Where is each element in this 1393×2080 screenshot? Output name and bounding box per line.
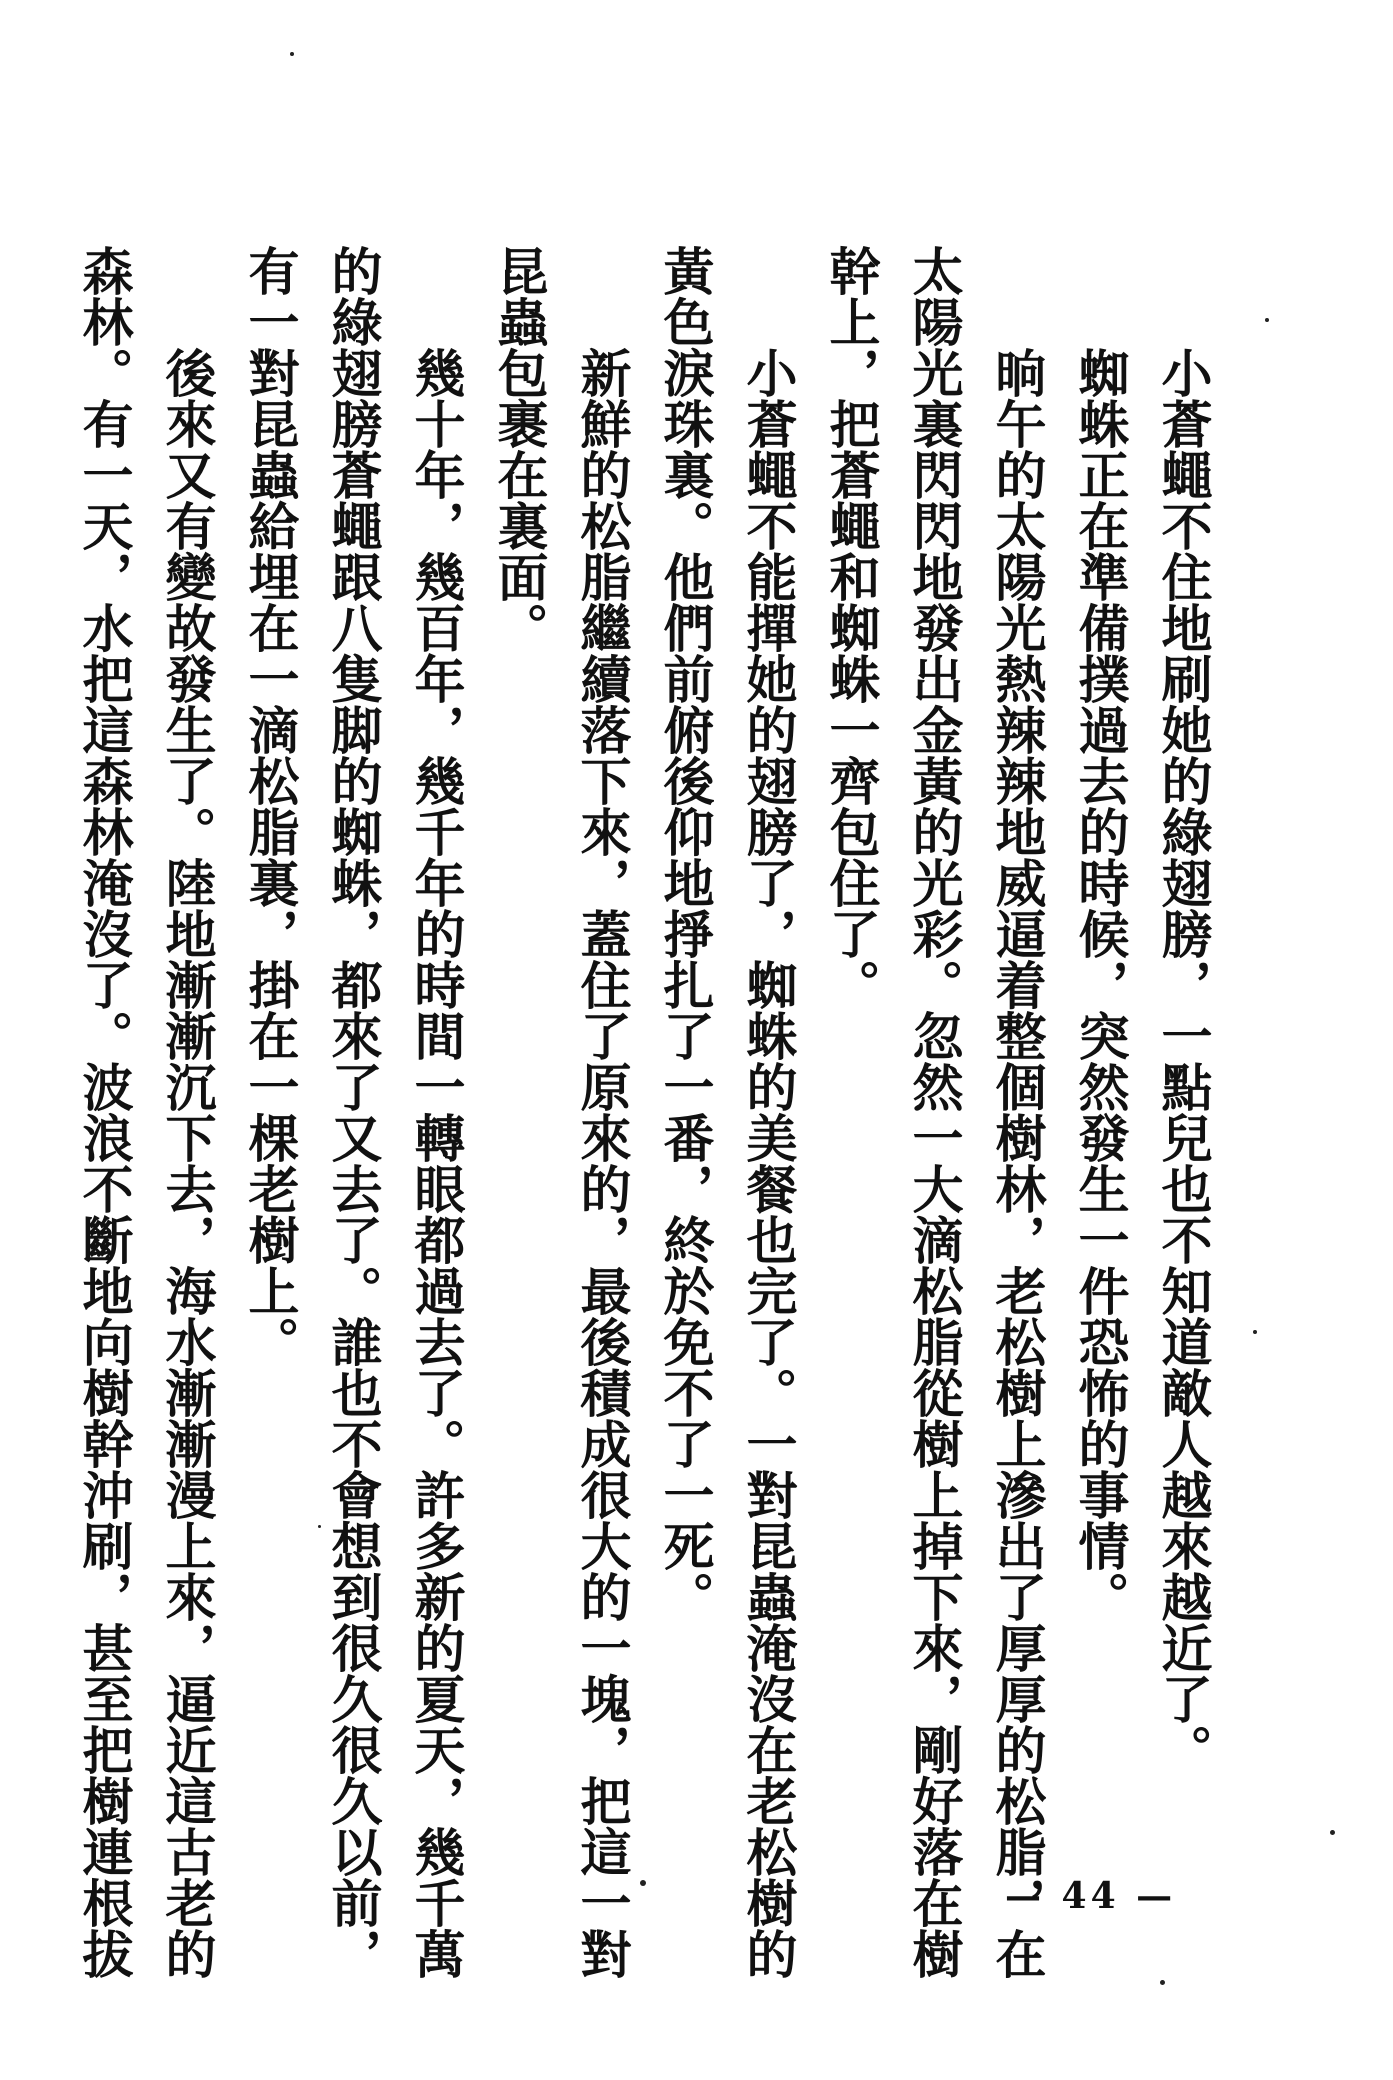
scan-speck xyxy=(290,52,294,56)
text-line-3: 晌午的太陽光熱辣辣地威逼着整個樹林，老松樹上滲出了厚厚的松脂，在 xyxy=(986,347,1046,1979)
text-line-4: 太陽光裏閃閃地發出金黃的光彩。忽然一大滴松脂從樹上掉下來，剛好落在樹 xyxy=(903,245,963,1979)
scan-speck xyxy=(318,1525,321,1528)
text-line-8: 新鮮的松脂繼續落下來，蓋住了原來的，最後積成很大的一塊，把這一對 xyxy=(571,347,631,1979)
scan-speck xyxy=(1160,1980,1165,1985)
text-line-1: 小蒼蠅不住地刷她的綠翅膀，一點兒也不知道敵人越來越近了。 xyxy=(1152,347,1212,1775)
text-line-6: 小蒼蠅不能撣她的翅膀了，蜘蛛的美餐也完了。一對昆蟲淹沒在老松樹的 xyxy=(737,347,797,1979)
text-line-9: 昆蟲包裹在裏面。 xyxy=(488,245,548,653)
scan-speck xyxy=(640,1880,646,1886)
text-line-12: 有一對昆蟲給埋在一滴松脂裏，掛在一棵老樹上。 xyxy=(239,245,299,1367)
text-line-7: 黃色淚珠裏。他們前俯後仰地掙扎了一番，終於免不了一死。 xyxy=(654,245,714,1622)
text-line-10: 幾十年，幾百年，幾千年的時間一轉眼都過去了。許多新的夏天，幾千萬 xyxy=(405,347,465,1979)
scan-speck xyxy=(1330,1830,1335,1835)
page-number: — 44 — xyxy=(1005,1875,1177,1917)
text-line-13: 後來又有變故發生了。陸地漸漸沉下去，海水漸漸漫上來，逼近這古老的 xyxy=(156,347,216,1979)
scan-speck xyxy=(1265,318,1269,322)
text-line-2: 蜘蛛正在準備撲過去的時候，突然發生一件恐怖的事情。 xyxy=(1069,347,1129,1622)
text-line-5: 幹上，把蒼蠅和蜘蛛一齊包住了。 xyxy=(820,245,880,1010)
text-line-14: 森林。有一天，水把這森林淹沒了。波浪不斷地向樹幹沖刷，甚至把樹連根拔 xyxy=(73,245,133,1979)
scan-speck xyxy=(1253,1330,1257,1334)
text-line-11: 的綠翅膀蒼蠅跟八隻脚的蜘蛛，都來了又去了。誰也不會想到很久很久以前， xyxy=(322,245,382,1979)
